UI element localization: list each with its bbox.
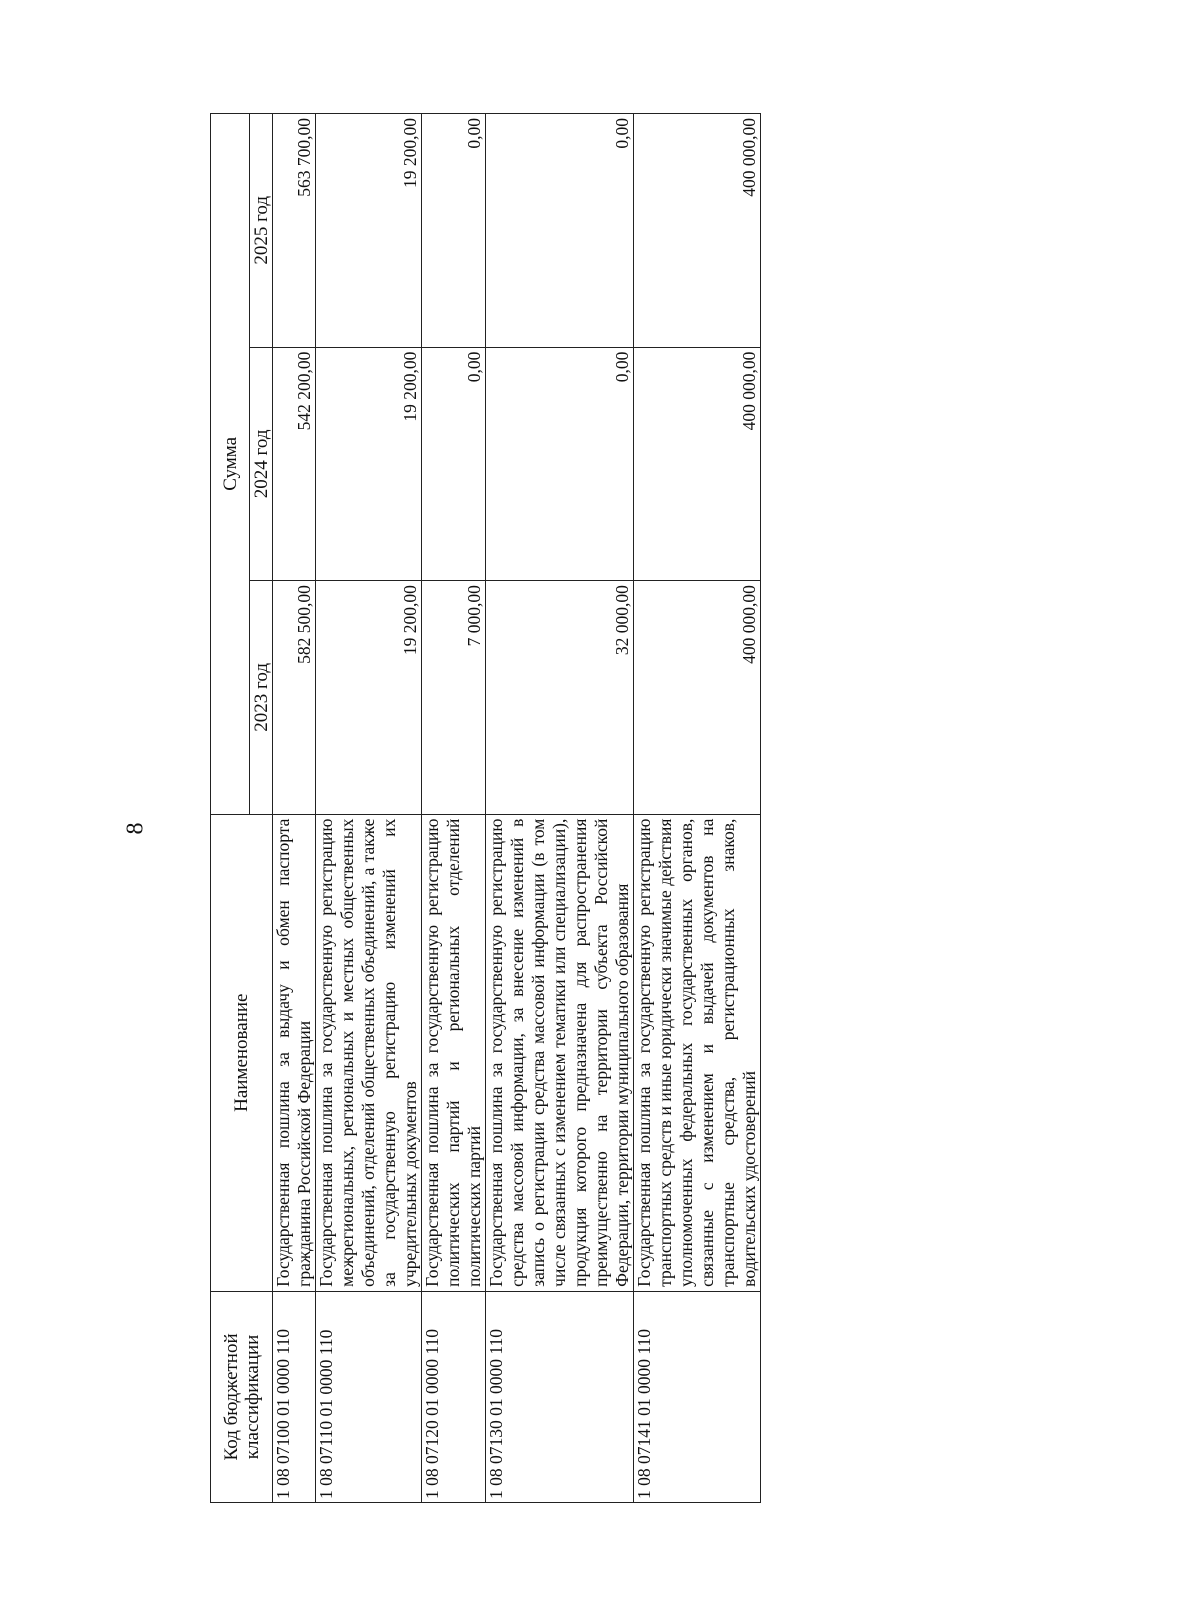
header-sum: Сумма	[211, 114, 250, 815]
row-code: 1 08 07141 01 0000 110	[634, 1291, 761, 1502]
rotated-document	[210, 113, 880, 1503]
row-code: 1 08 07120 01 0000 110	[422, 1291, 486, 1502]
table-row	[486, 114, 634, 1503]
table-row	[273, 114, 316, 1503]
row-amount-2023: 19 200,00	[316, 581, 422, 815]
row-amount-2024: 0,00	[486, 347, 634, 581]
row-amount-2025: 563 700,00	[273, 114, 316, 348]
row-amount-2023: 582 500,00	[273, 581, 316, 815]
row-name: Государственная пошлина за государственную регистрацию политических партий и региональных отделений политических партий	[422, 814, 486, 1291]
row-amount-2025: 19 200,00	[316, 114, 422, 348]
row-amount-2025: 400 000,00	[634, 114, 761, 348]
budget-table	[210, 113, 761, 1503]
header-name: Наименование	[211, 814, 273, 1291]
row-code: 1 08 07130 01 0000 110	[486, 1291, 634, 1502]
header-row	[211, 114, 250, 1503]
row-amount-2023: 7 000,00	[422, 581, 486, 815]
page-number: 8	[122, 822, 149, 835]
header-code: Код бюджетной классификации	[211, 1291, 273, 1502]
header-year-2023: 2023 год	[250, 581, 273, 815]
header-year-2025: 2025 год	[250, 114, 273, 348]
row-amount-2024: 400 000,00	[634, 347, 761, 581]
row-amount-2025: 0,00	[486, 114, 634, 348]
header-year-2024: 2024 год	[250, 347, 273, 581]
row-amount-2025: 0,00	[422, 114, 486, 348]
row-name: Государственная пошлина за выдачу и обмен паспорта гражданина Российской Федерации	[273, 814, 316, 1291]
row-name: Государственная пошлина за государственную регистрацию транспортных средств и иные юридически значимые действия уполномоченных федеральных государственных органов, связанные с изменением и выдачей документов на транспортные средства, регистрационных знаков, водительских удостоверений	[634, 814, 761, 1291]
row-amount-2024: 0,00	[422, 347, 486, 581]
row-code: 1 08 07110 01 0000 110	[316, 1291, 422, 1502]
table-row	[422, 114, 486, 1503]
table-row	[316, 114, 422, 1503]
row-amount-2024: 19 200,00	[316, 347, 422, 581]
row-amount-2023: 400 000,00	[634, 581, 761, 815]
row-name: Государственная пошлина за государственную регистрацию межрегиональных, региональных и местных общественных объединений, отделений общественных объединений, а также за государственную регистрацию изменений их учредительных документов	[316, 814, 422, 1291]
row-amount-2023: 32 000,00	[486, 581, 634, 815]
row-name: Государственная пошлина за государственную регистрацию средства массовой информации, за внесение изменений в запись о регистрации средства массовой информации (в том числе связанных с изменением тематики или специализации), продукция которого предназначена для распространения преимущественно на территории субъекта Российской Федерации, территории муниципального образования	[486, 814, 634, 1291]
row-amount-2024: 542 200,00	[273, 347, 316, 581]
row-code: 1 08 07100 01 0000 110	[273, 1291, 316, 1502]
table-row	[634, 114, 761, 1503]
